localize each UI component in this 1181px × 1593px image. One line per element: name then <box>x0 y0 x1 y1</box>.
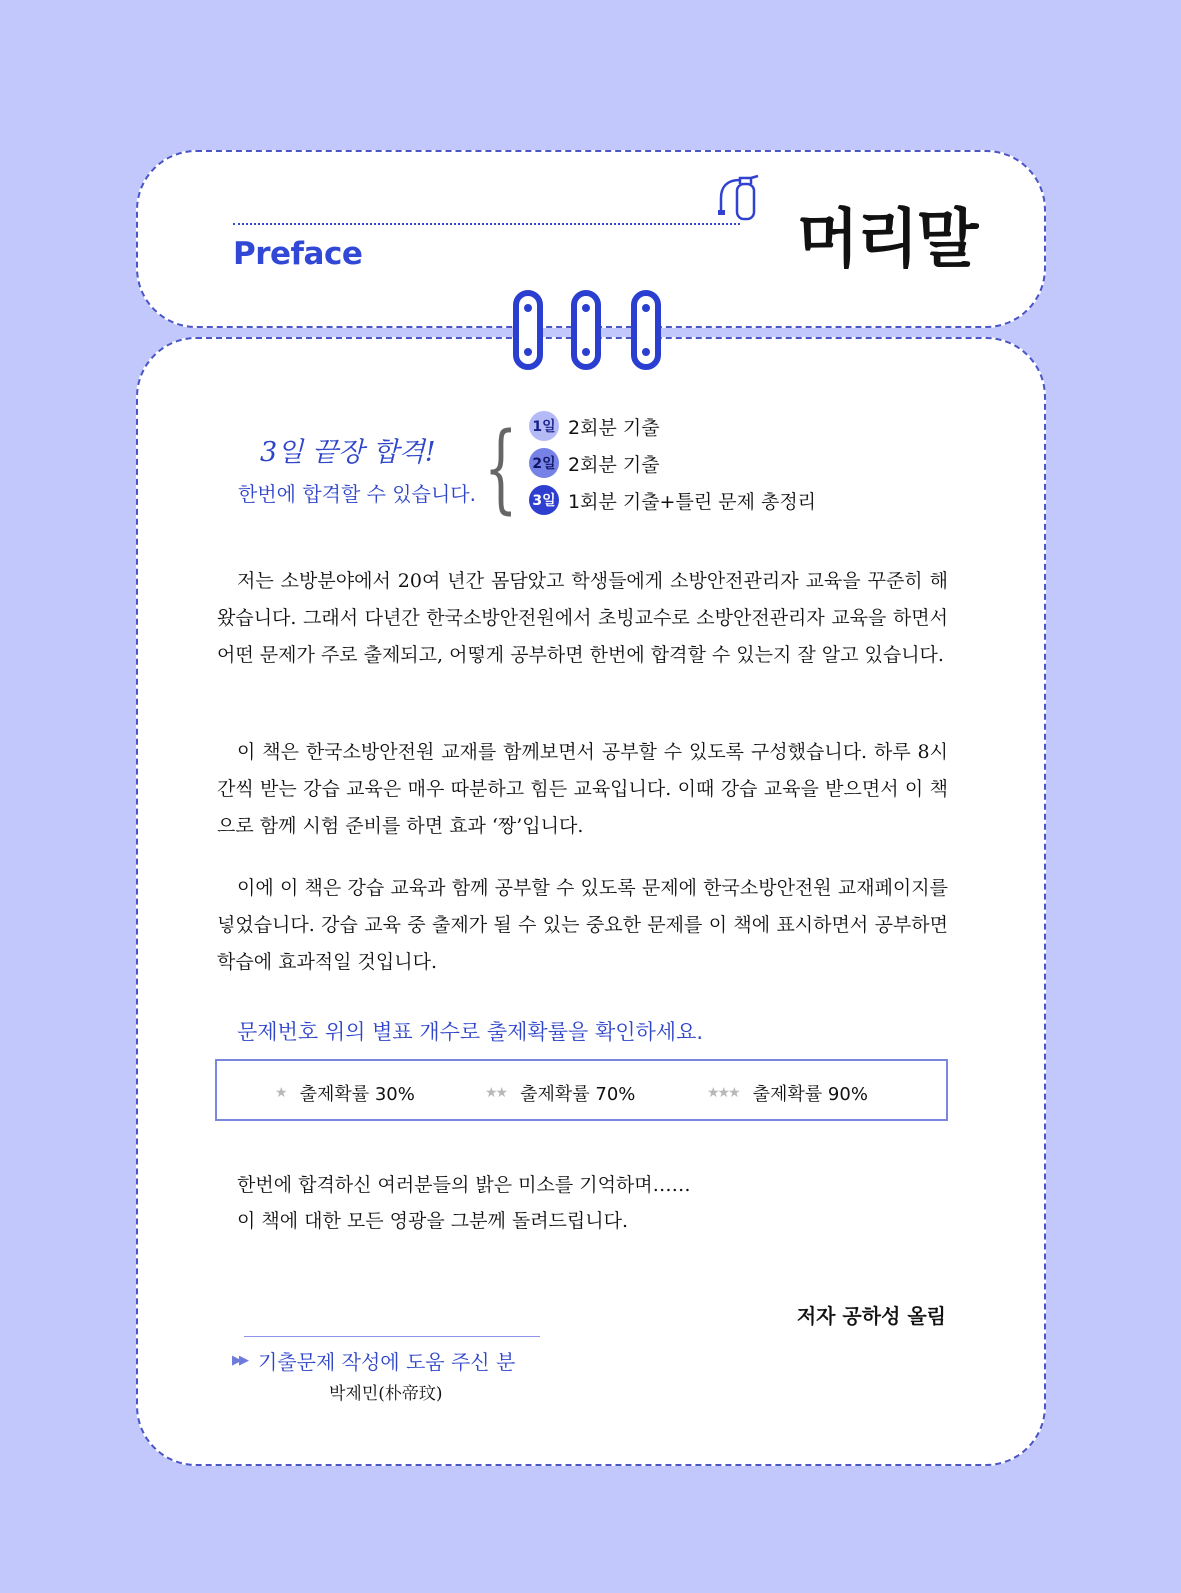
curly-brace-icon: { <box>484 412 518 524</box>
schedule-text: 2회분 기출 <box>568 453 660 476</box>
preface-label: Preface <box>233 236 363 272</box>
probability-legend-box <box>215 1059 948 1121</box>
page-title: 머리말 <box>797 203 977 277</box>
probability-note: 문제번호 위의 별표 개수로 출제확률을 확인하세요. <box>237 1020 704 1044</box>
schedule-item <box>529 410 660 442</box>
schedule-text: 2회분 기출 <box>568 416 660 439</box>
author-signature: 저자 공하성 올림 <box>796 1304 946 1328</box>
schedule-item <box>529 484 816 516</box>
helper-name: 박제민(朴帝玟) <box>329 1384 443 1404</box>
star-icon: ★★★ <box>707 1085 739 1101</box>
slogan-main: 3일 끝장 합격! <box>260 437 436 468</box>
closing-line: 이 책에 대한 모든 영광을 그분께 돌려드립니다. <box>237 1210 629 1232</box>
binder-ring-icon <box>571 290 601 370</box>
helper-heading <box>232 1346 515 1375</box>
double-arrow-icon: ▶▶ <box>232 1353 246 1368</box>
schedule-item <box>529 447 660 479</box>
body-paragraph: 이 책은 한국소방안전원 교재를 함께보면서 공부할 수 있도록 구성했습니다. 하루 8시간씩 받는 강습 교육은 매우 따분하고 힘든 교육입니다. 이때 강습 교육을 받으면서 이 책으로 함께 시험 준비를 하면 효과 ‘짱’입니다. <box>217 741 948 837</box>
schedule-text: 1회분 기출+틀린 문제 총정리 <box>568 490 817 513</box>
body-paragraph: 저는 소방분야에서 20여 년간 몸담았고 학생들에게 소방안전관리자 교육을 꾸준히 해왔습니다. 그래서 다년간 한국소방안전원에서 초빙교수로 소방안전관리자 교육을 하면서 어떤 문제가 주로 출제되고, 어떻게 공부하면 한번에 합격할 수 있는지 잘 알고 있습니다. <box>217 570 948 666</box>
binder-ring-icon <box>631 290 661 370</box>
binder-ring-icon <box>513 290 543 370</box>
fire-extinguisher-icon <box>718 172 760 222</box>
probability-item <box>275 1080 415 1106</box>
header-dotted-line <box>233 223 740 225</box>
probability-label: 출제확률 70% <box>520 1084 636 1105</box>
helper-heading-text: 기출문제 작성에 도움 주신 분 <box>258 1350 516 1374</box>
day-badge: 2일 <box>529 448 559 478</box>
star-icon: ★★ <box>485 1085 507 1101</box>
star-icon: ★ <box>275 1085 286 1101</box>
probability-label: 출제확률 30% <box>299 1084 415 1105</box>
probability-item <box>707 1080 868 1106</box>
closing-line: 한번에 합격하신 여러분들의 밝은 미소를 기억하며…… <box>237 1174 691 1196</box>
probability-label: 출제확률 90% <box>752 1084 868 1105</box>
day-badge: 3일 <box>529 485 559 515</box>
slogan-sub: 한번에 합격할 수 있습니다. <box>238 482 476 506</box>
body-paragraph: 이에 이 책은 강습 교육과 함께 공부할 수 있도록 문제에 한국소방안전원 교재페이지를 넣었습니다. 강습 교육 중 출제가 될 수 있는 중요한 문제를 이 책에 표시하면서 공부하면 학습에 효과적일 것입니다. <box>217 877 948 973</box>
probability-item <box>485 1080 635 1106</box>
helper-divider <box>244 1336 540 1337</box>
day-badge: 1일 <box>529 411 559 441</box>
